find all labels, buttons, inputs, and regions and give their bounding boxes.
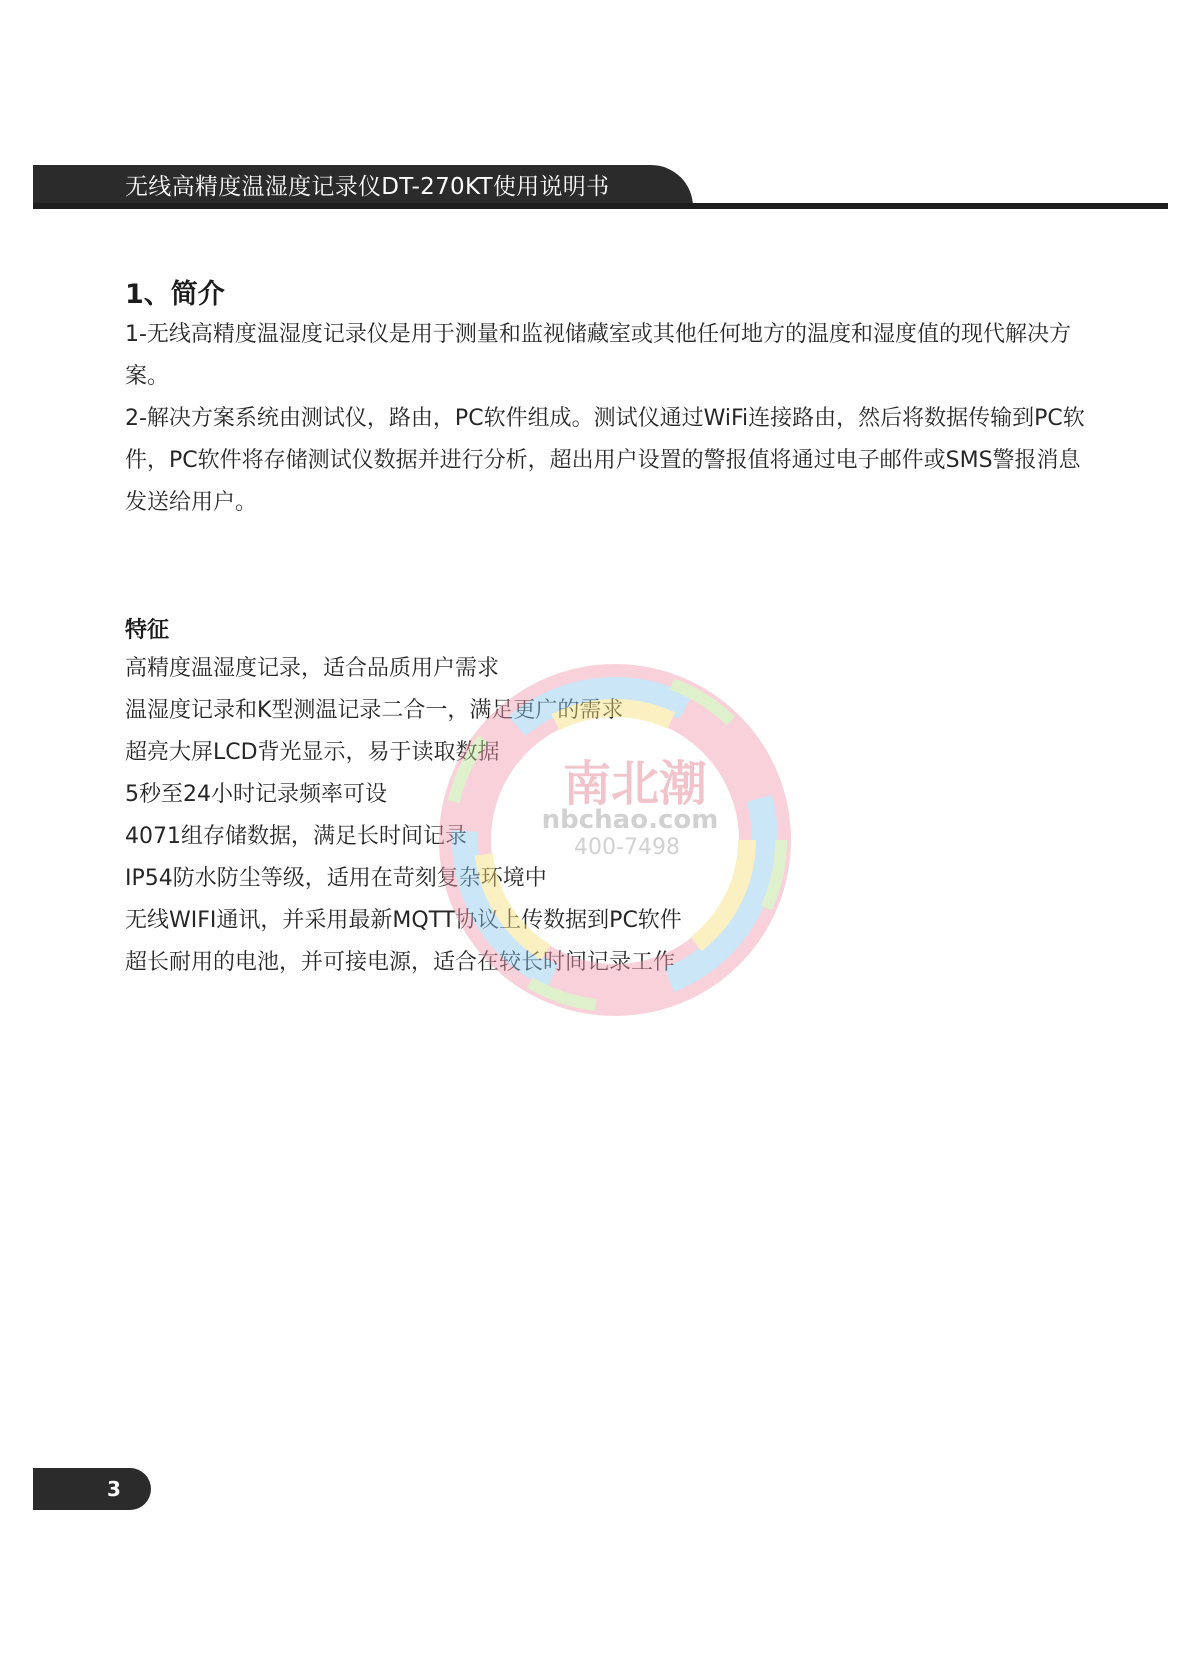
feature-item: 温湿度记录和K型测温记录二合一，满足更广的需求 (125, 698, 624, 723)
watermark-site: nbchao.com (541, 805, 719, 835)
feature-item: 高精度温湿度记录，适合品质用户需求 (125, 656, 500, 681)
feature-item: IP54防水防尘等级，适用在苛刻复杂环境中 (125, 866, 547, 891)
feature-item: 超长耐用的电池，并可接电源，适合在较长时间记录工作 (125, 950, 676, 975)
feature-item: 超亮大屏LCD背光显示，易于读取数据 (125, 740, 500, 765)
feature-item: 无线WIFI通讯，并采用最新MQTT协议上传数据到PC软件 (125, 908, 682, 933)
header-rule (33, 203, 1168, 209)
features-heading: 特征 (125, 618, 170, 643)
intro-heading: 1、简介 (125, 279, 225, 310)
feature-item: 4071组存储数据，满足长时间记录 (125, 824, 467, 849)
document-title: 无线高精度温湿度记录仪DT-270KT使用说明书 (125, 174, 610, 200)
watermark-phone: 400-7498 (574, 835, 680, 860)
watermark-logo (405, 630, 825, 1050)
watermark-brand: 南北潮 (562, 756, 708, 812)
intro-paragraph-1: 1-无线高精度温湿度记录仪是用于测量和监视储藏室或其他任何地方的温度和湿度值的现代解决方案。 (125, 322, 1071, 389)
intro-section (125, 314, 1085, 524)
intro-paragraph-2: 2-解决方案系统由测试仪，路由，PC软件组成。测试仪通过WiFi连接路由，然后将数据传输到PC软件，PC软件将存储测试仪数据并进行分析，超出用户设置的警报值将通过电子邮件或SMS警报消息发送给用户。 (125, 406, 1085, 515)
feature-item: 5秒至24小时记录频率可设 (125, 782, 387, 807)
page-number: 3 (107, 1477, 121, 1501)
page-number-tab (33, 1468, 151, 1510)
